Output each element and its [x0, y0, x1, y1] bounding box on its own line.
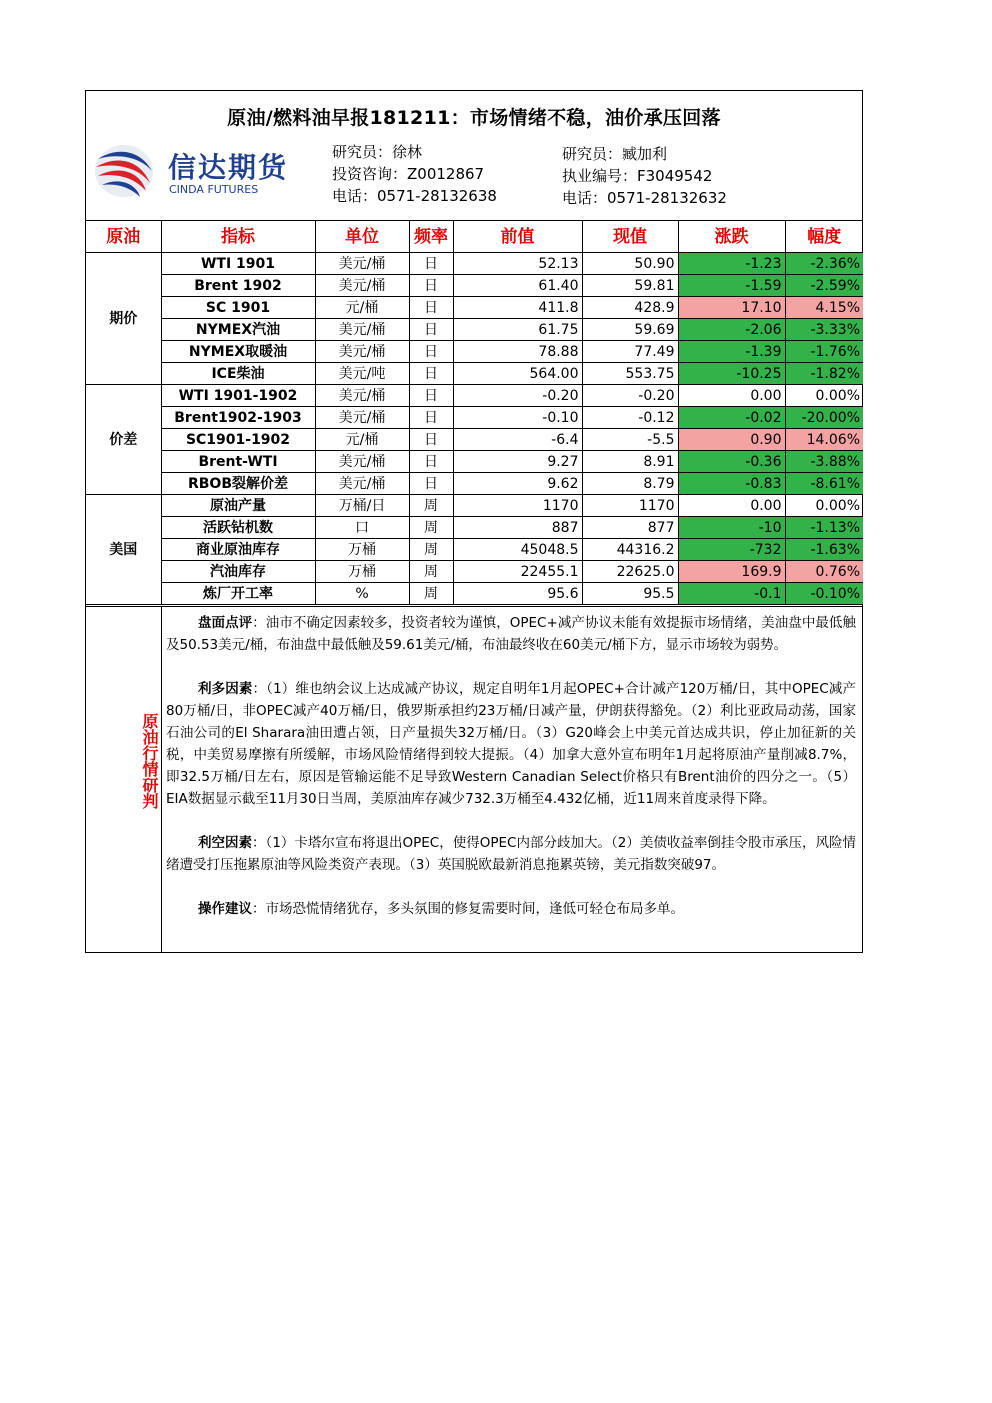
- frequency-cell: 周: [409, 561, 453, 583]
- table-row: [86, 583, 863, 605]
- change-cell: -0.36: [678, 451, 785, 473]
- table-row: [86, 407, 863, 429]
- current-value-cell: 22625.0: [582, 561, 678, 583]
- paragraph-text: ：油市不确定因素较多，投资者较为谨慎，OPEC+减产协议未能有效提振市场情绪，美油盘中最低触及50.53美元/桶，布油盘中最低触及59.61美元/桶，布油最终收在60美元/桶下方，显示市场较为弱势。: [166, 615, 856, 653]
- change-cell: 0.00: [678, 385, 785, 407]
- paragraph-heading: 利空因素: [198, 835, 253, 851]
- previous-value-cell: 52.13: [453, 253, 582, 275]
- current-value-cell: -0.20: [582, 385, 678, 407]
- researcher-2: [562, 143, 727, 209]
- previous-value-cell: 9.62: [453, 473, 582, 495]
- unit-cell: 口: [315, 517, 409, 539]
- current-value-cell: 8.79: [582, 473, 678, 495]
- indicator-cell: SC 1901: [161, 297, 315, 319]
- indicator-cell: 活跃钻机数: [161, 517, 315, 539]
- table-row: [86, 473, 863, 495]
- frequency-cell: 日: [409, 407, 453, 429]
- paragraph-heading: 利多因素: [198, 681, 253, 697]
- current-value-cell: 59.69: [582, 319, 678, 341]
- col-header-frequency: 频率: [409, 221, 453, 253]
- percent-cell: -3.33%: [785, 319, 863, 341]
- logo-cn-text: 信达期货: [168, 151, 289, 184]
- researcher-2-name: 研究员：臧加利: [562, 145, 668, 163]
- previous-value-cell: 78.88: [453, 341, 582, 363]
- paragraph-text: ：（1）维也纳会议上达成减产协议，规定自明年1月起OPEC+合计减产120万桶/日，其中OPEC减产80万桶/日，非OPEC减产40万桶/日，俄罗斯承担约23万桶/日减产量，伊朗获得豁免。（2）利比亚政局动荡，国家石油公司的El Sharara油田遭占领，日产量损失32万桶/日。（3）G20峰会上中美元首达成共识，停止加征新的关税，中美贸易摩擦有所缓解，市场风险情绪得到较大提振。（4）加拿大意外宣布明年1月起将原油产量削减8.7%，即32.5万桶/日左右，原因是管输运能不足导致Western Canadian Select价格只有Brent油价的四分之一。（5）EIA数据显示截至11月30日当周，美原油库存减少732.3万桶至4.432亿桶，近11周来首度录得下降。: [166, 681, 856, 807]
- current-value-cell: -5.5: [582, 429, 678, 451]
- current-value-cell: 1170: [582, 495, 678, 517]
- table-header-row: [86, 221, 863, 253]
- table-row: [86, 385, 863, 407]
- unit-cell: 元/桶: [315, 429, 409, 451]
- col-header-change: 涨跌: [678, 221, 785, 253]
- table-row: [86, 341, 863, 363]
- research-paragraph: [166, 832, 856, 876]
- cinda-logo: [90, 143, 290, 201]
- frequency-cell: 日: [409, 319, 453, 341]
- table-row: [86, 451, 863, 473]
- table-row: [86, 363, 863, 385]
- current-value-cell: 44316.2: [582, 539, 678, 561]
- research-body: [166, 612, 856, 942]
- unit-cell: 美元/桶: [315, 451, 409, 473]
- percent-cell: -20.00%: [785, 407, 863, 429]
- indicator-cell: Brent-WTI: [161, 451, 315, 473]
- percent-cell: -2.36%: [785, 253, 863, 275]
- table-row: [86, 517, 863, 539]
- percent-cell: 4.15%: [785, 297, 863, 319]
- group-label: 美国: [86, 495, 161, 605]
- report-header: [86, 91, 862, 221]
- table-row: [86, 275, 863, 297]
- table-row: [86, 297, 863, 319]
- previous-value-cell: 61.40: [453, 275, 582, 297]
- researcher-2-phone: 电话：0571-28132632: [562, 189, 727, 207]
- frequency-cell: 日: [409, 253, 453, 275]
- percent-cell: -1.63%: [785, 539, 863, 561]
- current-value-cell: 95.5: [582, 583, 678, 605]
- change-cell: -2.06: [678, 319, 785, 341]
- previous-value-cell: 45048.5: [453, 539, 582, 561]
- researcher-1-phone: 电话：0571-28132638: [332, 187, 497, 205]
- indicator-cell: WTI 1901: [161, 253, 315, 275]
- researcher-1-name: 研究员：徐林: [332, 143, 423, 161]
- current-value-cell: 428.9: [582, 297, 678, 319]
- change-cell: -0.1: [678, 583, 785, 605]
- change-cell: -1.59: [678, 275, 785, 297]
- unit-cell: 美元/桶: [315, 253, 409, 275]
- unit-cell: 美元/桶: [315, 319, 409, 341]
- research-paragraph: [166, 678, 856, 810]
- indicator-cell: 炼厂开工率: [161, 583, 315, 605]
- paragraph-heading: 操作建议: [198, 901, 252, 917]
- indicator-cell: ICE柴油: [161, 363, 315, 385]
- unit-cell: 万桶/日: [315, 495, 409, 517]
- indicator-table: [86, 221, 863, 605]
- paragraph-text: ：市场恐慌情绪犹存，多头氛围的修复需要时间，逢低可轻仓布局多单。: [252, 901, 684, 917]
- change-cell: 169.9: [678, 561, 785, 583]
- current-value-cell: 877: [582, 517, 678, 539]
- indicator-cell: 原油产量: [161, 495, 315, 517]
- percent-cell: -3.88%: [785, 451, 863, 473]
- change-cell: 17.10: [678, 297, 785, 319]
- previous-value-cell: 61.75: [453, 319, 582, 341]
- frequency-cell: 日: [409, 341, 453, 363]
- group-label: 期价: [86, 253, 161, 385]
- percent-cell: 0.00%: [785, 495, 863, 517]
- previous-value-cell: 887: [453, 517, 582, 539]
- table-row: [86, 429, 863, 451]
- unit-cell: 元/桶: [315, 297, 409, 319]
- research-section: [86, 606, 862, 953]
- current-value-cell: 59.81: [582, 275, 678, 297]
- previous-value-cell: -6.4: [453, 429, 582, 451]
- unit-cell: 美元/桶: [315, 341, 409, 363]
- change-cell: -0.83: [678, 473, 785, 495]
- current-value-cell: 8.91: [582, 451, 678, 473]
- percent-cell: 14.06%: [785, 429, 863, 451]
- percent-cell: -2.59%: [785, 275, 863, 297]
- current-value-cell: 553.75: [582, 363, 678, 385]
- previous-value-cell: -0.20: [453, 385, 582, 407]
- group-label: 价差: [86, 385, 161, 495]
- researcher-1-license: 投资咨询：Z0012867: [332, 165, 485, 183]
- previous-value-cell: 22455.1: [453, 561, 582, 583]
- table-row: [86, 253, 863, 275]
- previous-value-cell: -0.10: [453, 407, 582, 429]
- frequency-cell: 日: [409, 429, 453, 451]
- percent-cell: -0.10%: [785, 583, 863, 605]
- unit-cell: 美元/吨: [315, 363, 409, 385]
- previous-value-cell: 564.00: [453, 363, 582, 385]
- research-label-text: 原油行情研判: [140, 713, 159, 809]
- frequency-cell: 周: [409, 583, 453, 605]
- frequency-cell: 周: [409, 539, 453, 561]
- indicator-cell: WTI 1901-1902: [161, 385, 315, 407]
- change-cell: -10.25: [678, 363, 785, 385]
- indicator-cell: 商业原油库存: [161, 539, 315, 561]
- current-value-cell: 50.90: [582, 253, 678, 275]
- table-row: [86, 539, 863, 561]
- previous-value-cell: 1170: [453, 495, 582, 517]
- research-paragraph: [166, 612, 856, 656]
- previous-value-cell: 411.8: [453, 297, 582, 319]
- col-header-current: 现值: [582, 221, 678, 253]
- table-row: [86, 319, 863, 341]
- frequency-cell: 日: [409, 385, 453, 407]
- col-header-percent: 幅度: [785, 221, 863, 253]
- frequency-cell: 日: [409, 363, 453, 385]
- research-label: [86, 607, 162, 953]
- frequency-cell: 周: [409, 517, 453, 539]
- unit-cell: 万桶: [315, 539, 409, 561]
- indicator-cell: 汽油库存: [161, 561, 315, 583]
- unit-cell: %: [315, 583, 409, 605]
- frequency-cell: 日: [409, 451, 453, 473]
- paragraph-heading: 盘面点评: [198, 615, 253, 631]
- cinda-emblem-icon: [90, 143, 290, 201]
- indicator-cell: Brent1902-1903: [161, 407, 315, 429]
- frequency-cell: 日: [409, 297, 453, 319]
- paragraph-text: ：（1）卡塔尔宣布将退出OPEC，使得OPEC内部分歧加大。（2）美债收益率倒挂令股市承压，风险情绪遭受打压拖累原油等风险类资产表现。（3）英国脱欧最新消息拖累英镑，美元指数突破97。: [166, 835, 857, 873]
- percent-cell: 0.00%: [785, 385, 863, 407]
- percent-cell: -1.82%: [785, 363, 863, 385]
- table-row: [86, 561, 863, 583]
- unit-cell: 美元/桶: [315, 385, 409, 407]
- change-cell: -732: [678, 539, 785, 561]
- col-header-category: 原油: [86, 221, 161, 253]
- table-row: [86, 495, 863, 517]
- previous-value-cell: 9.27: [453, 451, 582, 473]
- previous-value-cell: 95.6: [453, 583, 582, 605]
- change-cell: 0.00: [678, 495, 785, 517]
- change-cell: -10: [678, 517, 785, 539]
- indicator-cell: Brent 1902: [161, 275, 315, 297]
- col-header-previous: 前值: [453, 221, 582, 253]
- frequency-cell: 周: [409, 495, 453, 517]
- indicator-cell: RBOB裂解价差: [161, 473, 315, 495]
- change-cell: -1.39: [678, 341, 785, 363]
- percent-cell: 0.76%: [785, 561, 863, 583]
- col-header-unit: 单位: [315, 221, 409, 253]
- change-cell: -1.23: [678, 253, 785, 275]
- frequency-cell: 日: [409, 473, 453, 495]
- report-title: 原油/燃料油早报181211：市场情绪不稳，油价承压回落: [227, 107, 721, 129]
- unit-cell: 美元/桶: [315, 407, 409, 429]
- percent-cell: -8.61%: [785, 473, 863, 495]
- col-header-indicator: 指标: [161, 221, 315, 253]
- indicator-cell: SC1901-1902: [161, 429, 315, 451]
- frequency-cell: 日: [409, 275, 453, 297]
- change-cell: -0.02: [678, 407, 785, 429]
- logo-en-text: CINDA FUTURES: [169, 183, 259, 196]
- researcher-2-license: 执业编号：F3049542: [562, 167, 713, 185]
- report-sheet: [85, 90, 863, 953]
- percent-cell: -1.13%: [785, 517, 863, 539]
- research-paragraph: [166, 898, 856, 920]
- unit-cell: 美元/桶: [315, 473, 409, 495]
- indicator-cell: NYMEX汽油: [161, 319, 315, 341]
- unit-cell: 美元/桶: [315, 275, 409, 297]
- current-value-cell: -0.12: [582, 407, 678, 429]
- percent-cell: -1.76%: [785, 341, 863, 363]
- indicator-cell: NYMEX取暖油: [161, 341, 315, 363]
- researcher-1: [332, 141, 497, 207]
- change-cell: 0.90: [678, 429, 785, 451]
- current-value-cell: 77.49: [582, 341, 678, 363]
- unit-cell: 万桶: [315, 561, 409, 583]
